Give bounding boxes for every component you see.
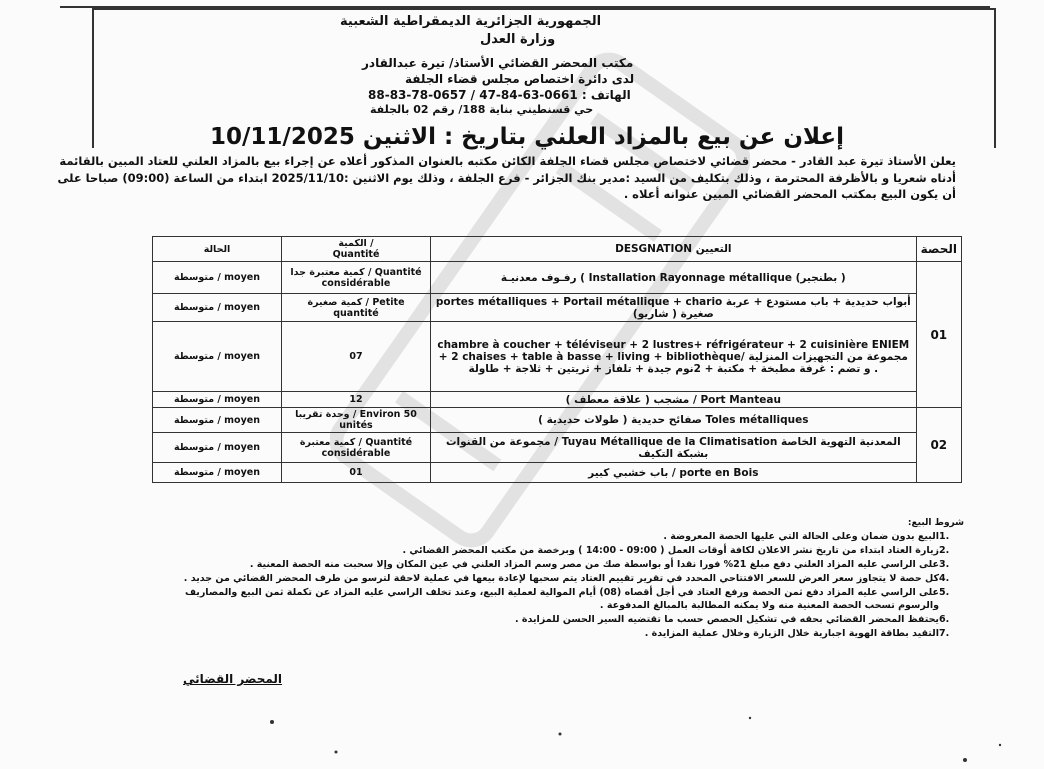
header-ministry: وزارة العدل <box>480 32 556 47</box>
cell-quantity: كمية معتبرة جدا / Quantité considérable <box>282 262 431 294</box>
cell-quantity: وحدة تقريبا / Environ 50 unités <box>282 408 431 433</box>
items-table <box>152 236 962 483</box>
conditions-list <box>170 530 965 641</box>
cell-state: متوسطة / moyen <box>153 294 282 322</box>
cell-lot-01: 01 <box>916 262 961 408</box>
cell-state: متوسطة / moyen <box>153 322 282 392</box>
condition-number: 4. <box>939 573 950 584</box>
condition-number: 5. <box>939 587 950 598</box>
auction-title: إعلان عن بيع بالمزاد العلني بتاريخ : الاثنين 10/11/2025 <box>210 124 845 150</box>
header-lot: الحصة <box>916 237 961 262</box>
cell-designation: chambre à coucher + téléviseur + 2 lustres+ réfrigérateur + 2 cuisinière ENIEM + 2 chaises + table à basse + living + bibliothèque/ مجموعة من التجهيزات المنزلية و تضم : غرفة مطبخة + مكتبة + 2نوم جيدة + تلفاز + ثريتين + ثلاجة + طاولة . <box>431 322 917 392</box>
table-row <box>153 433 962 463</box>
condition-text: على الراسي عليه المزاد دفع ثمن الحصة ورفع العتاد في أجل أقصاه (08) أيام الموالية لعملية البيع، وعند تخلف الراسي عليه المزاد عن تكملة ثمن البيع والمصاريف والرسوم تسحب الحصة المعنية منه ولا يمكنه المطالبة بالمبالغ المدفوعة . <box>184 587 939 611</box>
cell-designation: portes métalliques + Portail métallique + chario أبواب حديدية + باب مستودع + عربة صغيرة ( شاريو) <box>431 294 917 322</box>
condition-item <box>170 544 965 557</box>
condition-text: التقيد بطاقة الهوية اجبارية خلال الزيارة وخلال عملية المزايدة . <box>644 628 939 639</box>
table-row <box>153 262 962 294</box>
cell-quantity: 01 <box>282 463 431 483</box>
condition-item <box>170 586 965 612</box>
conditions-title: شروط البيع: <box>907 518 964 528</box>
header-office: مكتب المحضر القضائي الأستاذ/ تيرة عبدالقادر <box>362 56 634 70</box>
cell-quantity: كمية صغيرة / Petite quantité <box>282 294 431 322</box>
cell-state: متوسطة / moyen <box>153 392 282 408</box>
header-quantity-ar: الكمية / <box>338 238 374 249</box>
condition-item <box>170 627 965 640</box>
cell-quantity: كمية معتبرة / Quantité considérable <box>282 433 431 463</box>
intro-paragraph: يعلن الأستاذ تيرة عبد القادر - محضر قضائي لاختصاص مجلس قضاء الجلفة الكائن مكتبه بالعنوان المذكور أعلاه عن إجراء بيع بالمزاد العلني للعتاد المبين بالقائمة أدناه شعريا و بالأظرفة المحترمة ، وذلك بتكليف من السيد :مدير بنك الجزائر - فرع الجلفة ، وذلك يوم الاثنين :2025/11/10 ابتداء من الساعة (09:00) صباحا على أن يكون البيع بمكتب المحضر القضائي المبين عنوانه أعلاه . <box>57 154 956 201</box>
cell-designation: مجموعة من القنوات / Tuyau Métallique de la Climatisation المعدنية التهوية الخاصة بشبكة التكيف <box>431 433 917 463</box>
table-row <box>153 463 962 483</box>
cell-quantity: 07 <box>282 322 431 392</box>
cell-state: متوسطة / moyen <box>153 463 282 483</box>
header-address: حي قسنطيني بناية 188/ رقم 02 بالجلفة <box>370 103 594 116</box>
condition-number: 2. <box>939 545 950 556</box>
cell-quantity: 12 <box>282 392 431 408</box>
condition-number: 1. <box>939 531 950 542</box>
cell-state: متوسطة / moyen <box>153 262 282 294</box>
condition-item <box>170 530 965 543</box>
condition-number: 6. <box>939 614 950 625</box>
table-row <box>153 294 962 322</box>
table-row <box>153 408 962 433</box>
signature-label: المحضر القضائي <box>183 672 283 686</box>
condition-item <box>170 572 965 585</box>
condition-item <box>170 558 965 571</box>
condition-text: على الراسي عليه المزاد العلني دفع مبلغ 21% فورا نقدا أو بواسطة صك من مصر وسم المزاد العلني في عين المكان وإلا سحبت منه الحصة المعنية . <box>249 559 939 570</box>
scan-specks <box>0 700 1044 769</box>
condition-text: زيارة العتاد ابتداء من تاريخ نشر الاعلان لكافة أوقات العمل ( 09:00 - 14:00 ) وبرخصة من مكتب المحضر القضائي . <box>402 545 939 556</box>
header-designation: DESGNATION التعيين <box>431 237 917 262</box>
cell-state: متوسطة / moyen <box>153 433 282 463</box>
cell-designation: باب خشبي كبير / porte en Bois <box>431 463 917 483</box>
cell-state: متوسطة / moyen <box>153 408 282 433</box>
header-phone: الهاتف : 0661-63-84-47 / 0657-78-83-88 <box>368 88 631 102</box>
header-quantity-fr: Quantité <box>332 249 380 260</box>
cell-designation: صفائح حديدية ( طولات حديدية ) Toles métalliques <box>431 408 917 433</box>
header-jurisdiction: لدى دائرة اختصاص مجلس قضاء الجلفة <box>405 72 635 86</box>
table-header-row <box>153 237 962 262</box>
cell-designation: مشجب ( علاقة معطف ) / Port Manteau <box>431 392 917 408</box>
condition-item <box>170 613 965 626</box>
condition-text: يحتفظ المحضر القضائي بحقه في تشكيل الحصص حسب ما تقتضيه السير الحسن للمزايدة . <box>514 614 939 625</box>
cell-designation: رفـوف معدنيـة ( Installation Rayonnage métallique (بطنجير ) <box>431 262 917 294</box>
table-row <box>153 322 962 392</box>
header-state: الحالة <box>153 237 282 262</box>
header-quantity <box>282 237 431 262</box>
table-row <box>153 392 962 408</box>
condition-number: 7. <box>939 628 950 639</box>
condition-text: البيع بدون ضمان وعلى الحالة التي عليها الحصة المعروضة . <box>663 531 939 542</box>
condition-number: 3. <box>939 559 950 570</box>
header-republic: الجمهورية الجزائرية الديمقراطية الشعبية <box>340 14 602 29</box>
condition-text: كل حصة لا يتجاوز سعر العرض للسعر الافتتاحي المحدد في تقرير تقييم العتاد يتم سحبها لإعادة بيعها في عملية لاحقة لترسو من طرف المحضر القضائي من جديد . <box>183 573 939 584</box>
cell-lot-02: 02 <box>916 408 961 483</box>
